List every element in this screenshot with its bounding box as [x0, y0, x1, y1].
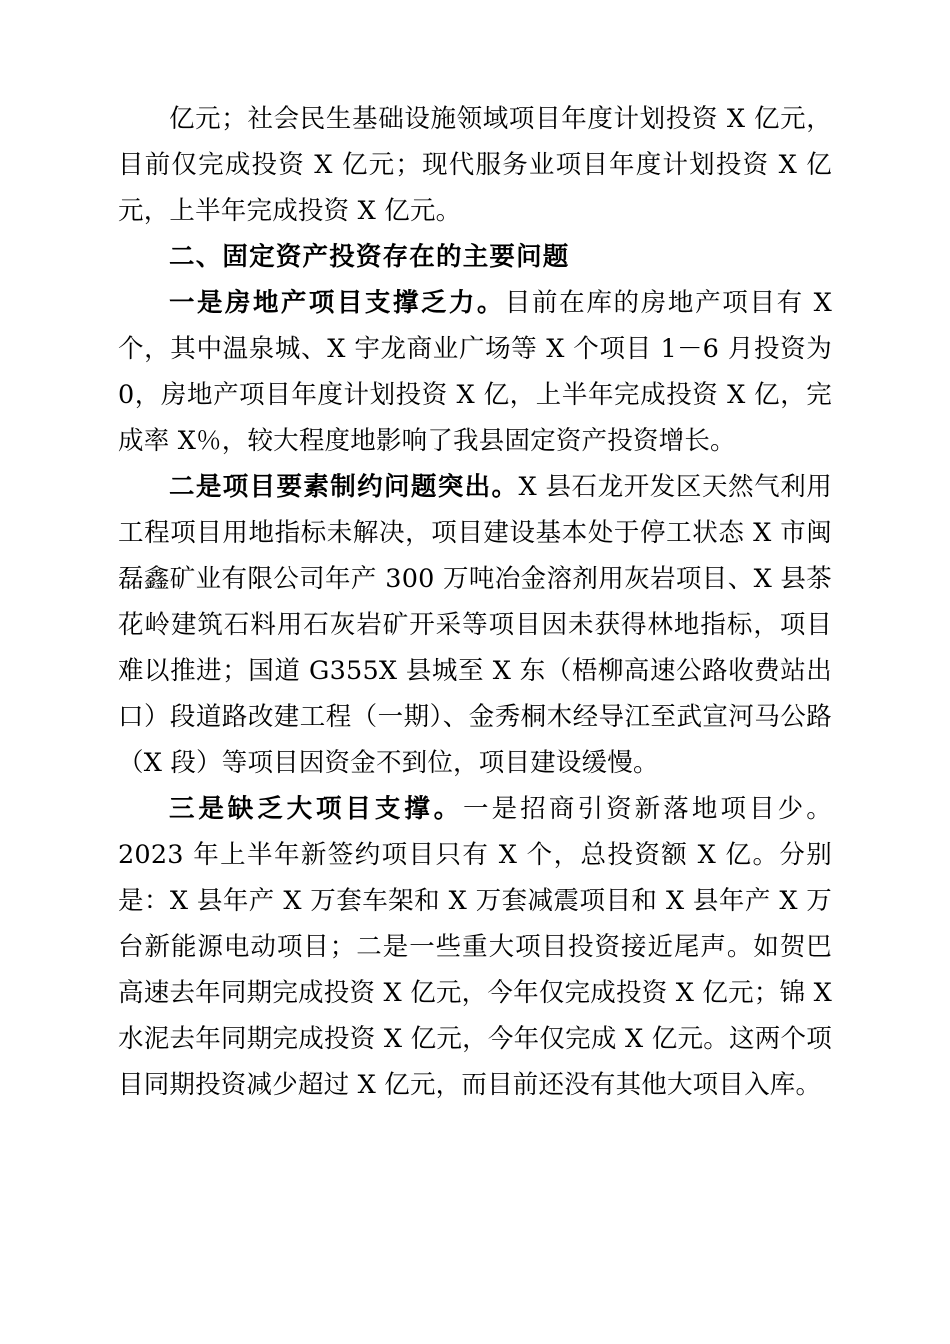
document-body — [118, 96, 832, 1108]
paragraph-continued: 亿元；社会民生基础设施领域项目年度计划投资 X 亿元，目前仅完成投资 X 亿元；现代服务业项目年度计划投资 X 亿元，上半年完成投资 X 亿元。 — [118, 104, 832, 226]
paragraph-issue-three — [118, 786, 832, 1108]
issue-two-body: X 县石龙开发区天然气利用工程项目用地指标未解决，项目建设基本处于停工状态 X 市闽磊鑫矿业有限公司年产 300 万吨冶金溶剂用灰岩项目、X 县茶花岭建筑石料用石灰岩矿开采等项目因未获得林地指标，项目难以推进；国道 G355X 县城至 X 东（梧柳高速公路收费站出口）段道路改建工程（一期）、金秀桐木经导江至武宣河马公路（X 段）等项目因资金不到位，项目建设缓慢。 — [118, 472, 832, 778]
issue-three-lead: 三是缺乏大项目支撑。 — [169, 794, 464, 824]
issue-one-body: 目前在库的房地产项目有 X 个，其中温泉城、X 宇龙商业广场等 X 个项目 1－6 月投资为 0，房地产项目年度计划投资 X 亿，上半年完成投资 X 亿，完成率 X％，较大程度地影响了我县固定资产投资增长。 — [118, 288, 832, 456]
paragraph-issue-two — [118, 464, 832, 786]
issue-three-body: 一是招商引资新落地项目少。2023 年上半年新签约项目只有 X 个，总投资额 X 亿。分别是：X 县年产 X 万套车架和 X 万套减震项目和 X 县年产 X 万台新能源电动项目；二是一些重大项目投资接近尾声。如贺巴高速去年同期完成投资 X 亿元，今年仅完成投资 X 亿元；锦 X 水泥去年同期完成投资 X 亿元，今年仅完成 X 亿元。这两个项目同期投资减少超过 X 亿元，而目前还没有其他大项目入库。 — [118, 794, 832, 1100]
issue-two-lead: 二是项目要素制约问题突出。 — [169, 472, 519, 502]
paragraph-issue-one — [118, 280, 832, 464]
issue-one-lead: 一是房地产项目支撑乏力。 — [169, 288, 505, 318]
section-heading-investment-problems: 二、固定资产投资存在的主要问题 — [169, 242, 570, 272]
